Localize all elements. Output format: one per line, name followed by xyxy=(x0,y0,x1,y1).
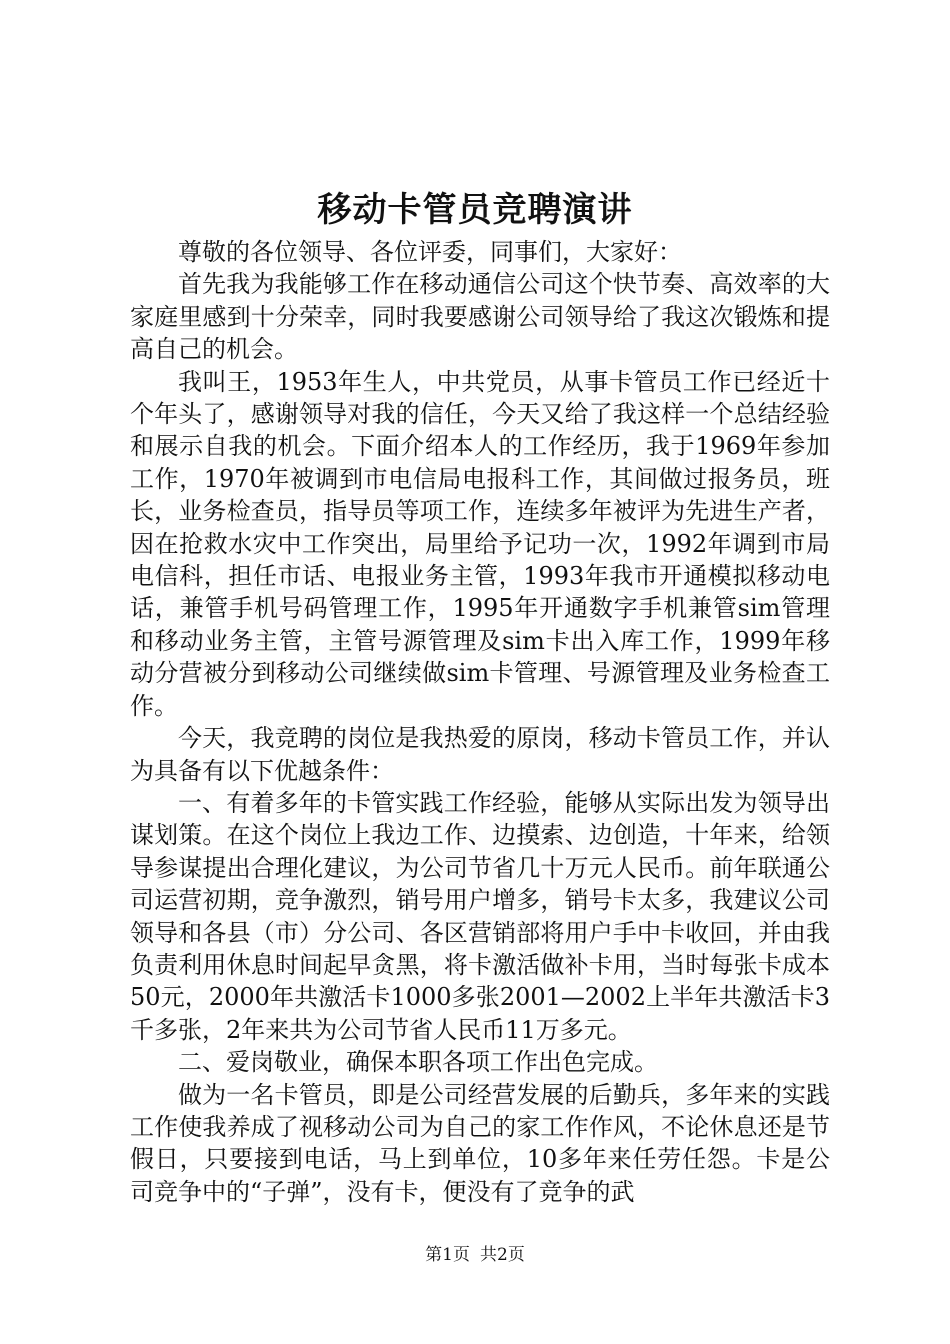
paragraph-background: 我叫王，1953年生人，中共党员，从事卡管员工作已经近十个年头了，感谢领导对我的信任，今天又给了我这样一个总结经验和展示自我的机会。下面介绍本人的工作经历，我于1969年参加工作，1970年被调到市电信局电报科工作，其间做过报务员，班长，业务检查员，指导员等项工作，连续多年被评为先进生产者，因在抢救水灾中工作突出，局里给予记功一次，1992年调到市局电信科，担任市话、电报业务主管，1993年我市开通模拟移动电话，兼管手机号码管理工作，1995年开通数字手机兼管sim管理和移动业务主管，主管号源管理及sim卡出入库工作，1999年移动分营被分到移动公司继续做sim卡管理、号源管理及业务检查工作。 xyxy=(130,367,830,720)
paragraph-dedication: 做为一名卡管员，即是公司经营发展的后勤兵，多年来的实践工作使我养成了视移动公司为自己的家工作作风，不论休息还是节假日，只要接到电话，马上到单位，10多年来任劳任怨。卡是公司竞争中的“子弹”，没有卡，便没有了竞争的武 xyxy=(130,1080,830,1206)
paragraph-point-one: 一、有着多年的卡管实践工作经验，能够从实际出发为领导出谋划策。在这个岗位上我边工作、边摸索、边创造，十年来，给领导参谋提出合理化建议，为公司节省几十万元人民币。前年联通公司运营初期，竞争激烈，销号用户增多，销号卡太多，我建议公司领导和各县（市）分公司、各区营销部将用户手中卡收回，并由我负责利用休息时间起早贪黑，将卡激活做补卡用，当时每张卡成本50元，2000年共激活卡1000多张2001—2002上半年共激活卡3千多张，2年来共为公司节省人民币11万多元。 xyxy=(130,788,830,1044)
page-total: 共2页 xyxy=(480,1245,525,1265)
paragraph-intro: 首先我为我能够工作在移动通信公司这个快节奏、高效率的大家庭里感到十分荣幸，同时我要感谢公司领导给了我这次锻炼和提高自己的机会。 xyxy=(130,270,830,364)
paragraph-greeting: 尊敬的各位领导、各位评委，同事们，大家好： xyxy=(178,238,682,266)
paragraph-point-two: 二、爱岗敬业，确保本职各项工作出色完成。 xyxy=(178,1048,658,1077)
paragraph-position: 今天，我竞聘的岗位是我热爱的原岗，移动卡管员工作，并认为具备有以下优越条件： xyxy=(130,724,830,785)
document-title: 移动卡管员竞聘演讲 xyxy=(317,190,633,230)
page-number: 第1页 xyxy=(425,1245,470,1265)
page-footer xyxy=(0,1243,950,1267)
document-body xyxy=(130,236,830,1208)
